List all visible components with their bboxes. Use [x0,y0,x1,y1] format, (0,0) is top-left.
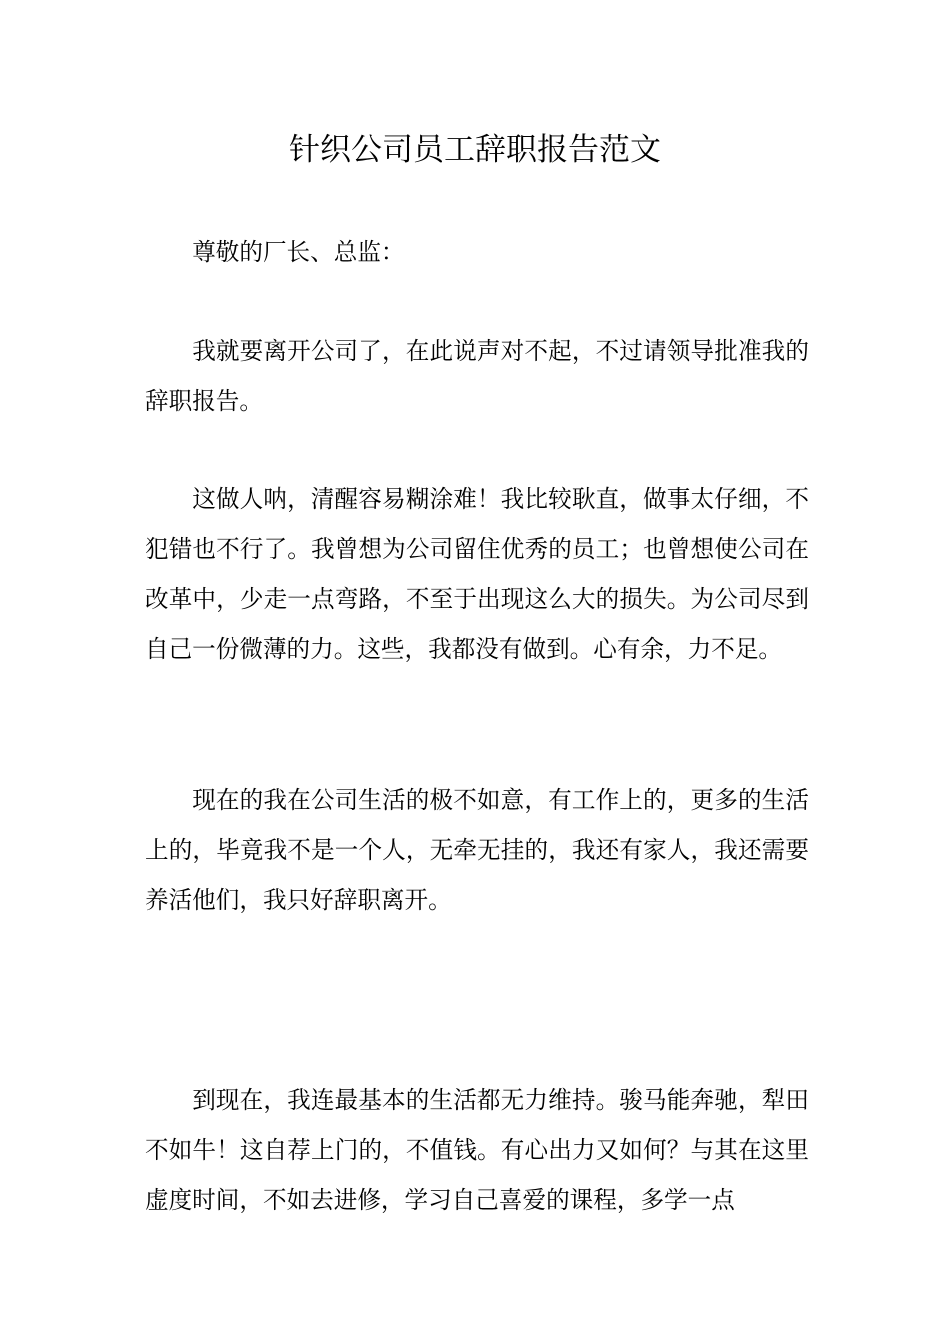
salutation: 尊敬的厂长、总监： [192,238,405,266]
paragraph-1: 我就要离开公司了，在此说声对不起，不过请领导批准我的辞职报告。 [145,337,809,415]
document-title: 针织公司员工辞职报告范文 [289,132,661,168]
paragraph-2: 这做人呐，清醒容易糊涂难！我比较耿直，做事太仔细，不犯错也不行了。我曾想为公司留住优秀的员工；也曾想使公司在改革中，少走一点弯路，不至于出现这么大的损失。为公司尽到自己一份微薄的力。这些，我都没有做到。心有余，力不足。 [145,485,809,663]
paragraph-4: 到现在，我连最基本的生活都无力维持。骏马能奔驰，犁田不如牛！这自荐上门的，不值钱。有心出力又如何？与其在这里虚度时间，不如去进修，学习自己喜爱的课程，多学一点 [145,1086,809,1214]
paragraph-3: 现在的我在公司生活的极不如意，有工作上的，更多的生活上的，毕竟我不是一个人，无牵无挂的，我还有家人，我还需要养活他们，我只好辞职离开。 [145,786,809,914]
